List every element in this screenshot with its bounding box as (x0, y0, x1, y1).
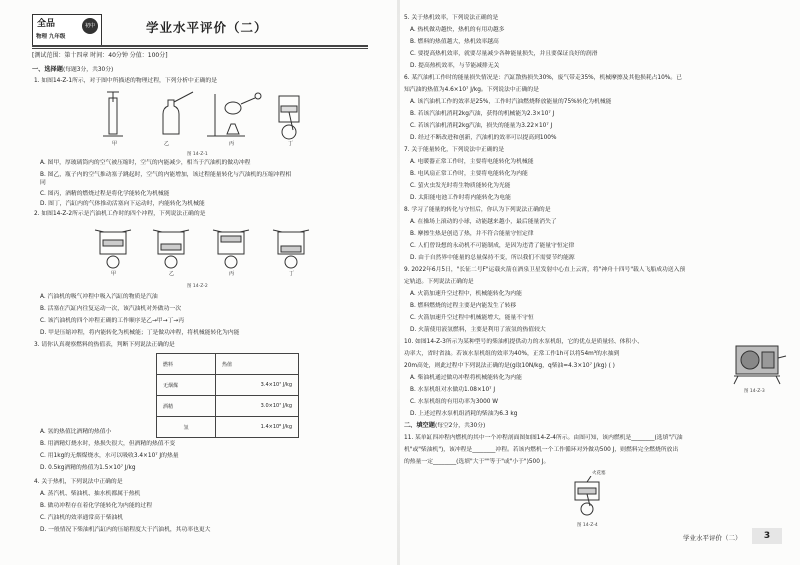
footer-title: 学业水平评价（二） (683, 534, 742, 542)
q9-option-d: D. 火箭使用液氢燃料，主要是利用了液氢的热值较大 (410, 327, 546, 333)
q1-option-c: C. 图丙，酒精的燃烧过程是将化学能转化为机械能 (40, 191, 170, 197)
q6-option-d: D. 经过不断改进和创新，汽油机的效率可以提高到100% (410, 135, 557, 141)
q8-option-b: B. 摩擦生热是创造了热，并不符合能量守恒定律 (410, 231, 534, 237)
table-row (157, 375, 299, 396)
engine-section-icon (569, 476, 605, 518)
q4-stem: 4. 关于热机，下列说法中正确的是 (34, 479, 123, 485)
left-page (0, 0, 392, 565)
q11-line-1: 11. 某单缸四冲程内燃机的其中一个冲程剖面图如图14-Z-4所示。由图可知，该内燃机是________(选填"汽油 (404, 435, 683, 441)
q4-option-b: B. 做功冲程存在着化学能转化为内能的过程 (40, 503, 153, 509)
table-header-heat: 热值 (216, 354, 299, 375)
q1-caption: 图 14-Z-1 (187, 152, 208, 157)
q6-option-b: B. 若该汽油机消耗2kg汽油，获得的机械能为2.3×10⁷ J (410, 111, 555, 117)
q4-option-d: D. 一般情况下柴油机汽缸内的压缩程度大于汽油机，其功率也更大 (40, 527, 211, 533)
section-1-note: (每题3分，共30分) (62, 67, 114, 73)
table-row (157, 417, 299, 438)
q2-label-yi: 乙 (169, 271, 175, 277)
q10-stem-3: 20m高处，则此过程中下列说法正确的是(g取10N/kg，q柴油=4.3×10⁷ J/kg) ( ) (404, 363, 615, 369)
series-badge (32, 14, 102, 46)
q1-option-a: A. 图甲，厚玻璃筒内的空气被压缩时，空气的内能减少，相当于汽油机的做功冲程 (40, 160, 251, 166)
q6-option-a: A. 该汽油机工作的效率是25%，工作时汽油燃烧释放能量的75%转化为机械能 (410, 99, 612, 105)
q1-figure (95, 90, 310, 148)
table-row (157, 396, 299, 417)
table-cell-heat: 3.0×10⁷ J/kg (216, 396, 299, 417)
stroke-ding-icon (273, 230, 309, 268)
q1-option-d: D. 图丁，汽缸内的气体推动活塞向下运动时，内能转化为机械能 (40, 201, 205, 207)
title-rule-thin (32, 48, 368, 49)
section-2-note: (每空2分，共30分) (434, 423, 486, 429)
q7-stem: 7. 关于能量转化，下列说法中正确的是 (404, 147, 505, 153)
q8-stem: 8. 学习了能量的转化与守恒后，你认为下列说法正确的是 (404, 207, 551, 213)
q1-label-yi: 乙 (164, 141, 170, 147)
q5-option-a: A. 热机做功越快，热机的有用功越多 (410, 27, 505, 33)
engine-cylinder-icon (279, 96, 299, 139)
fuel-heat-table (156, 353, 299, 438)
q9-option-b: B. 燃料燃烧的过程主要是内能发生了转移 (410, 303, 517, 309)
q6-option-c: C. 若该汽油机消耗2kg汽油，损失的能量为3.22×10⁷ J (410, 123, 553, 129)
q2-option-d: D. 甲是压缩冲程，将内能转化为机械能；丁是做功冲程，将机械能转化为内能 (40, 330, 240, 336)
q1-label-bing: 丙 (229, 141, 235, 147)
section-2-heading (404, 422, 485, 430)
stroke-jia-icon (95, 230, 131, 268)
q10-option-d: D. 上述过程水泵机组消耗的柴油为6.3 kg (410, 411, 518, 417)
q10-option-c: C. 水泵机组的有用功率为3000 W (410, 399, 499, 405)
q6-stem-1: 6. 某汽油机工作时的能量损失情况是：汽缸散热损失30%，废气带走35%，机械摩擦及其他损耗占10%。已 (404, 75, 682, 81)
q10-stem-2: 功率大，省时省油。若该水泵机组的效率为40%，正常工作1h可以将54m³的水抽到 (404, 351, 620, 357)
page-title: 学业水平评价（二） (146, 20, 268, 35)
bottle-pump-icon (163, 92, 193, 134)
table-cell-fuel: 无烟煤 (157, 375, 216, 396)
q2-figure (90, 224, 320, 272)
table-cell-fuel: 氢 (157, 417, 216, 438)
stroke-yi-icon (153, 230, 189, 268)
alcohol-lamp-icon (207, 93, 261, 136)
q11-line-2: 机"或"柴油机")，该冲程是________冲程。若该内燃机一个工作循环对外做功500 J，则燃料完全燃烧所放出 (404, 447, 679, 453)
table-header-row (157, 354, 299, 375)
table-cell-fuel: 酒精 (157, 396, 216, 417)
badge-circle: 初中 (82, 18, 98, 34)
q1-option-b-1: B. 图乙，瓶子内的空气推动塞子跳起时，空气的内能增加，该过程能量转化与汽油机的压缩冲程相 (40, 172, 292, 178)
q10-option-a: A. 柴油机通过做功冲程将机械能转化为内能 (410, 375, 522, 381)
q9-stem-2: 定轨道。下列说法正确的是 (404, 279, 474, 285)
q2-option-b: B. 活塞在汽缸内往复运动一次，该汽油机对外做功一次 (40, 306, 181, 312)
page-number: 3 (752, 528, 782, 544)
q5-option-b: B. 燃料的热值越大，热机效率越高 (410, 39, 499, 45)
q5-option-d: D. 提高热机效率，与节能减排无关 (410, 63, 500, 69)
badge-sub: 物理 九年级 (36, 34, 66, 40)
section-1-title: 一、选择题 (32, 66, 63, 73)
q2-label-ding: 丁 (289, 271, 295, 277)
q2-caption: 图 14-Z-2 (187, 284, 208, 289)
q1-label-jia: 甲 (112, 141, 118, 147)
title-rule (32, 45, 368, 47)
q11-line-3: 的热量一定________(选填"大于""等于"或"小于")500 J。 (404, 459, 550, 465)
test-meta: [测试范围：第十四章 时间：40分钟 分值：100分] (32, 52, 168, 59)
stroke-bing-icon (213, 230, 249, 268)
q9-stem-1: 9. 2022年6月5日，"长征二号F"运载火箭在酒泉卫星发射中心直上云霄，将"神舟十四号"载人飞船成功送入预 (404, 267, 686, 273)
q5-stem: 5. 关于热机效率，下列说法正确的是 (404, 15, 499, 21)
q11-caption: 图 14-Z-4 (577, 523, 598, 528)
q7-option-c: C. 萤火虫发光时将生物质能转化为光能 (410, 183, 511, 189)
q9-option-c: C. 火箭加速升空过程中机械能增大，能量不守恒 (410, 315, 534, 321)
q3-option-b: B. 用酒精灯烧水时，热损失很大，但酒精的热值不变 (40, 441, 176, 447)
q8-option-a: A. 在操场上滚动的小球，动能越来越小，最后能量消失了 (410, 219, 557, 225)
q3-option-c: C. 用1kg的无烟煤烧水，水可以吸收3.4×10⁷ J的热量 (40, 453, 179, 459)
section-2-title: 二、填空题 (404, 422, 435, 429)
q2-label-jia: 甲 (111, 271, 117, 277)
compression-tube-icon (103, 92, 123, 136)
q7-option-d: D. 太阳能电池工作时将内能转化为电能 (410, 195, 511, 201)
q5-option-c: C. 要提高热机效率，就要尽量减少各种能量损失，并且要保证良好的润滑 (410, 51, 598, 57)
q10-caption: 图 14-Z-3 (744, 389, 765, 394)
q3-option-d: D. 0.5kg酒精的热值为1.5×10⁷ J/kg (40, 465, 136, 471)
q4-option-a: A. 蒸汽机、柴油机、抽水机都属于热机 (40, 491, 141, 497)
water-pump-icon (730, 336, 788, 386)
q3-option-a: A. 氢的热值比酒精的热值小 (40, 429, 112, 435)
table-header-fuel: 燃料 (157, 354, 216, 375)
q7-option-b: B. 电风扇正常工作时，主要将电能转化为内能 (410, 171, 528, 177)
q2-stem: 2. 如图14-Z-2所示是汽油机工作时的四个冲程，下列说法正确的是 (34, 211, 206, 217)
q2-label-bing: 丙 (229, 271, 235, 277)
badge-main: 全品 (37, 19, 56, 29)
q8-option-c: C. 人们曾设想的永动机不可能制成，是因为违背了能量守恒定律 (410, 243, 575, 249)
q9-option-a: A. 火箭加速升空过程中，机械能转化为内能 (410, 291, 522, 297)
q1-stem: 1. 如图14-Z-1所示，对于图中所描述的物理过程，下列分析中正确的是 (34, 78, 218, 84)
q4-option-c: C. 汽油机的效率通常高于柴油机 (40, 515, 124, 521)
q1-label-ding: 丁 (288, 141, 294, 147)
spark-plug-label: 火花塞 (592, 471, 606, 476)
q8-option-d: D. 由于自然界中能量的总量保持不变，所以我们不需要节约能源 (410, 255, 575, 261)
page-fold (397, 0, 400, 565)
q2-option-a: A. 汽油机的吸气冲程中吸入汽缸的物质是汽油 (40, 294, 158, 300)
q6-stem-2: 知汽油的热值为4.6×10⁷ J/kg。下列说法中正确的是 (404, 87, 539, 93)
q10-option-b: B. 水泵机组对水做功1.08×10⁷ J (410, 387, 496, 393)
q3-stem: 3. 请你认真观察燃料的热值表，判断下列说法正确的是 (34, 342, 175, 348)
table-cell-heat: 3.4×10⁷ J/kg (216, 375, 299, 396)
table-cell-heat: 1.4×10⁸ J/kg (216, 417, 299, 438)
q1-option-b-2: 同 (40, 180, 46, 186)
q2-option-c: C. 该汽油机的四个冲程正确的工作顺序是乙→甲→丁→丙 (40, 318, 185, 324)
section-1-heading (32, 66, 113, 74)
q10-stem-1: 10. 如图14-Z-3所示为某种型号的柴油机提供动力的水泵机组，它的优点是质量轻、体积小、 (404, 339, 643, 345)
right-page (404, 0, 796, 565)
q7-option-a: A. 电暖器正常工作时，主要将电能转化为机械能 (410, 159, 534, 165)
